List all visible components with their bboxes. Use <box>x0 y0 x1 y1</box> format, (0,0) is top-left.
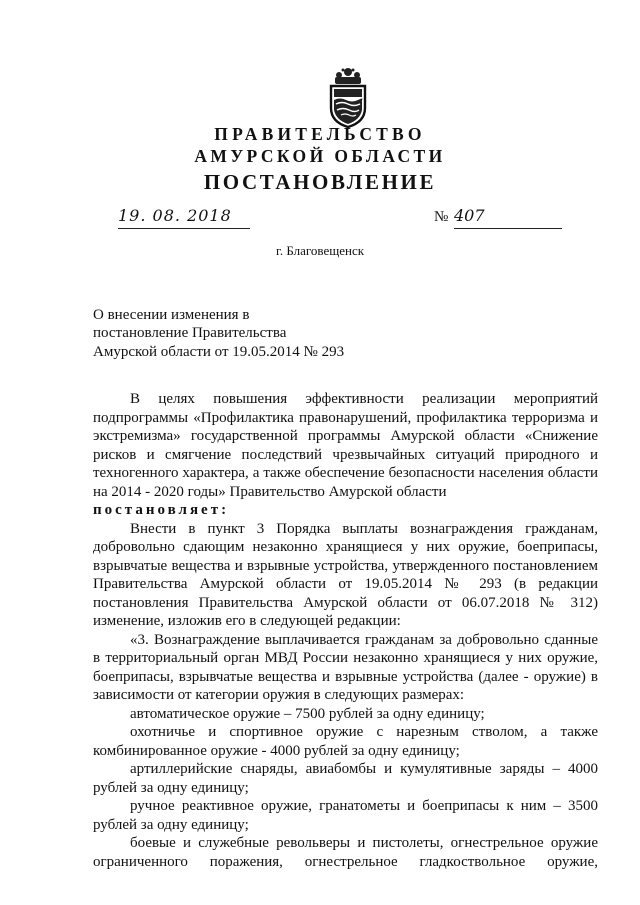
government-name: ПРАВИТЕЛЬСТВО <box>214 124 426 144</box>
region-name: АМУРСКОЙ ОБЛАСТИ <box>194 146 446 166</box>
subject-line: О внесении изменения в <box>93 307 250 323</box>
city: г. Благовещенск <box>275 243 365 258</box>
list-item: ручное реактивное оружие, гранатометы и боеприпасы к ним – 3500 рублей за одну единицу; <box>93 798 598 833</box>
subject-line: постановление Правительства <box>93 325 287 342</box>
preamble-paragraph: В целях повышения эффективности реализации мероприятий подпрограммы «Профилактика правонарушений, профилактика терроризма и экстремизма» государственной программы Амурской области «Снижение рисков и смягчение последствий чрезвычайных ситуаций природного и техногенного характера, а также обеспечение безопасности населения области на 2014 - 2020 годы» Правительство Амурской области <box>93 391 598 500</box>
coat-of-arms-icon <box>325 66 371 128</box>
list-item: артиллерийские снаряды, авиабомбы и кумулятивные заряды – 4000 рублей за одну единицу; <box>93 761 598 796</box>
document-subject <box>93 306 344 361</box>
subject-line: Амурской области от 19.05.2014 № 293 <box>93 343 345 360</box>
document-date: 19. 08. 2018 <box>118 206 250 229</box>
number-sign: № <box>434 209 449 225</box>
document-type: ПОСТАНОВЛЕНИЕ <box>203 170 437 194</box>
body-paragraph: «3. Вознаграждение выплачивается гражданам за добровольно сданные в территориальный орган МВД России незаконно хранящиеся у них оружие, боеприпасы, взрывчатые вещества и взрывные устройства (далее - оружие) в зависимости от категории оружия в следующих размерах: <box>93 631 598 703</box>
document-body <box>93 390 598 871</box>
document-number: 407 <box>454 206 562 229</box>
list-item: охотничье и спортивное оружие с нарезным стволом, а также комбинированное оружие - 4000 рублей за одну единицу; <box>93 724 598 759</box>
body-paragraph: Внести в пункт 3 Порядка выплаты вознаграждения гражданам, добровольно сдающим незаконно хранящиеся у них оружие, боеприпасы, взрывчатые вещества и взрывные устройства, утвержденного постановлением Правительства Амурской области от 19.05.2014 № 293 (в редакции постановления Правительства Амурской области от 06.07.2018 № 312) изменение, изложив его в следующей редакции: <box>93 520 598 629</box>
list-item: боевые и служебные револьверы и пистолеты, огнестрельное оружие ограниченного поражения, огнестрельное гладкоствольное оружие, <box>93 835 598 870</box>
resolution-keyword: постановляет: <box>93 502 230 518</box>
list-item: автоматическое оружие – 7500 рублей за одну единицу; <box>130 705 485 722</box>
